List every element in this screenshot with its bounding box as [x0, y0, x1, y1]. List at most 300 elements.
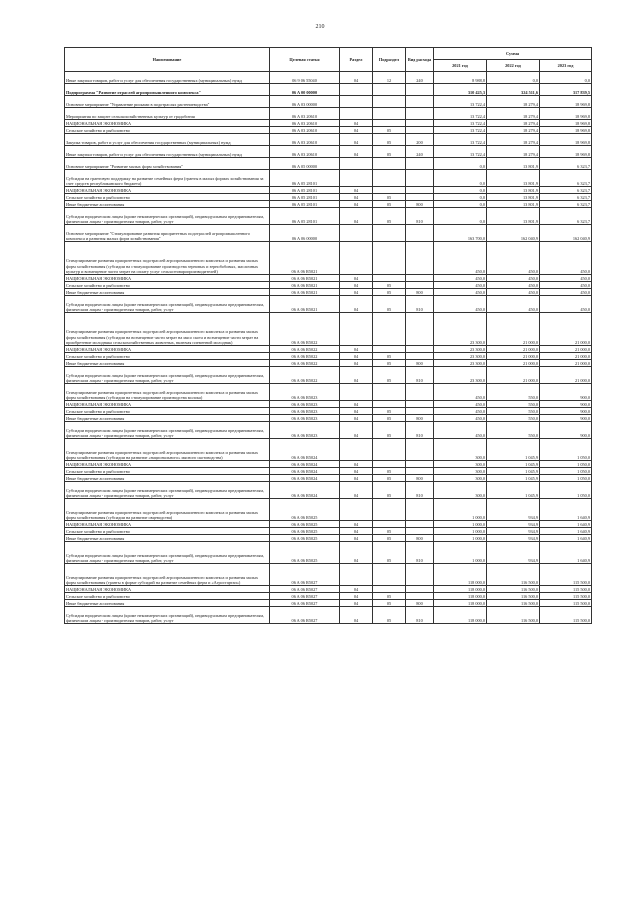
row-section: 04: [340, 600, 373, 607]
row-name: НАЦИОНАЛЬНАЯ ЭКОНОМИКА: [65, 401, 270, 408]
row-subsection: 05: [373, 475, 406, 482]
row-section: [340, 84, 373, 96]
row-section: [340, 96, 373, 108]
row-2022: 550,0: [487, 422, 540, 439]
row-target: 06 A 05 28101: [270, 194, 340, 201]
row-2022: 13 801,9: [487, 208, 540, 225]
row-2023: 1 640,9: [540, 499, 592, 521]
row-name: Иные бюджетные ассигнования: [65, 475, 270, 482]
row-subsection: 05: [373, 593, 406, 600]
row-2023: 18 969,8: [540, 134, 592, 146]
table-row: [65, 528, 592, 535]
row-subsection: [373, 401, 406, 408]
table-row: [65, 422, 592, 439]
row-name: НАЦИОНАЛЬНАЯ ЭКОНОМИКА: [65, 586, 270, 593]
row-2023: 115 500,0: [540, 607, 592, 624]
row-2023: 18 969,8: [540, 108, 592, 120]
row-name: Иные закупки товаров, работ и услуг для обеспечения государственных (муниципальных) нужд: [65, 146, 270, 158]
table-row: [65, 346, 592, 353]
row-subsection: 05: [373, 289, 406, 296]
row-subsection: 05: [373, 134, 406, 146]
row-section: 04: [340, 521, 373, 528]
row-2022: 550,0: [487, 384, 540, 401]
row-subsection: [373, 120, 406, 127]
row-target: 06 A 06 R5025: [270, 535, 340, 542]
table-row: [65, 415, 592, 422]
row-2022: 21 000,0: [487, 367, 540, 384]
row-2022: 18 279,4: [487, 134, 540, 146]
table-row: [65, 482, 592, 499]
row-target: 06 A 05 28101: [270, 187, 340, 194]
row-expense-type: [406, 521, 434, 528]
row-expense-type: [406, 84, 434, 96]
header-section: Раздел: [340, 48, 373, 72]
row-target: 06 A 06 R5025: [270, 542, 340, 564]
row-name: Субсидии юридическим лицам (кроме некоммерческих организаций), индивидуальным предпринимателям, физическим лицам - производителям товаров, работ, услуг: [65, 607, 270, 624]
table-row: [65, 535, 592, 542]
row-section: [340, 170, 373, 187]
row-subsection: 05: [373, 127, 406, 134]
row-2023: 21 000,0: [540, 313, 592, 346]
table-row: [65, 353, 592, 360]
row-section: 04: [340, 542, 373, 564]
row-2021: 300,0: [434, 468, 487, 475]
row-name: Сельское хозяйство и рыболовство: [65, 468, 270, 475]
row-target: 06 A 06 R5025: [270, 528, 340, 535]
row-section: 04: [340, 422, 373, 439]
row-section: 04: [340, 607, 373, 624]
row-section: [340, 499, 373, 521]
table-row: [65, 475, 592, 482]
row-2022: 550,0: [487, 415, 540, 422]
row-2021: 13 722,4: [434, 120, 487, 127]
row-expense-type: [406, 439, 434, 461]
row-2021: 450,0: [434, 296, 487, 313]
row-2021: 450,0: [434, 401, 487, 408]
row-2023: 115 500,0: [540, 600, 592, 607]
row-target: 06 A 05 28101: [270, 208, 340, 225]
row-expense-type: 800: [406, 289, 434, 296]
row-2023: 162 040,9: [540, 225, 592, 242]
row-section: 04: [340, 408, 373, 415]
row-target: 06 A 03 20610: [270, 108, 340, 120]
row-target: 06 A 06 R5024: [270, 439, 340, 461]
header-target: Целевая статья: [270, 48, 340, 72]
row-2022: 21 000,0: [487, 346, 540, 353]
row-section: [340, 439, 373, 461]
row-2023: 0,0: [540, 72, 592, 84]
row-name: Мероприятия по защите сельскохозяйственных культур от градобития: [65, 108, 270, 120]
table-row: [65, 499, 592, 521]
row-2021: 1 000,0: [434, 521, 487, 528]
row-subsection: [373, 439, 406, 461]
table-row: [65, 187, 592, 194]
row-2023: 900,0: [540, 415, 592, 422]
row-2022: 116 500,0: [487, 600, 540, 607]
row-target: 06 A 06 R5022: [270, 360, 340, 367]
row-target: 06 A 05 28101: [270, 201, 340, 208]
table-row: [65, 134, 592, 146]
row-subsection: [373, 170, 406, 187]
row-section: [340, 564, 373, 586]
row-section: 04: [340, 201, 373, 208]
row-expense-type: [406, 170, 434, 187]
row-section: 04: [340, 146, 373, 158]
row-target: 06 A 06 R5022: [270, 367, 340, 384]
row-name: Основное мероприятие "Стимулирование развития приоритетных подотраслей агропромышленного комплекса и развития малых форм хозяйствования": [65, 225, 270, 242]
row-section: [340, 225, 373, 242]
row-2023: 450,0: [540, 275, 592, 282]
row-2021: 450,0: [434, 289, 487, 296]
row-2023: 1 640,9: [540, 528, 592, 535]
row-target: 06 A 06 R5021: [270, 275, 340, 282]
row-subsection: 05: [373, 482, 406, 499]
row-section: 04: [340, 275, 373, 282]
row-subsection: [373, 225, 406, 242]
row-name: Субсидии юридическим лицам (кроме некоммерческих организаций), индивидуальным предпринимателям, физическим лицам - производителям товаров, работ, услуг: [65, 482, 270, 499]
row-subsection: 05: [373, 535, 406, 542]
row-subsection: [373, 564, 406, 586]
row-target: 06 A 06 R5027: [270, 600, 340, 607]
row-target: 06 A 06 R5024: [270, 475, 340, 482]
row-2021: 118 000,0: [434, 593, 487, 600]
row-target: 06 A 05 28101: [270, 170, 340, 187]
row-subsection: 05: [373, 528, 406, 535]
row-section: 04: [340, 353, 373, 360]
table-row: [65, 170, 592, 187]
row-2022: 450,0: [487, 282, 540, 289]
row-name: Стимулирование развития приоритетных подотраслей агропромышленного комплекса и развития малых форм хозяйствования (гранты в форме субсидий на развитие семейных ферм и «Агростартап»): [65, 564, 270, 586]
table-row: [65, 408, 592, 415]
row-section: 04: [340, 401, 373, 408]
table-row: [65, 96, 592, 108]
row-section: 04: [340, 482, 373, 499]
row-2021: 13 722,4: [434, 146, 487, 158]
row-expense-type: 240: [406, 72, 434, 84]
row-2021: 0,0: [434, 194, 487, 201]
row-2022: 1 045,9: [487, 461, 540, 468]
row-2021: 300,0: [434, 475, 487, 482]
row-expense-type: [406, 586, 434, 593]
row-section: [340, 242, 373, 275]
row-subsection: [373, 96, 406, 108]
row-name: Стимулирование развития приоритетных подотраслей агропромышленного комплекса и развития малых форм хозяйствования (субсидии на стимулирование производства молока): [65, 384, 270, 401]
header-name: Наименование: [65, 48, 270, 72]
row-2022: 324 511,6: [487, 84, 540, 96]
table-row: [65, 468, 592, 475]
table-row: [65, 127, 592, 134]
row-target: 06 A 03 20610: [270, 127, 340, 134]
row-expense-type: [406, 499, 434, 521]
table-row: [65, 593, 592, 600]
row-2021: 310 425,3: [434, 84, 487, 96]
row-2023: 115 500,0: [540, 586, 592, 593]
row-target: 06 A 03 20610: [270, 134, 340, 146]
row-subsection: [373, 384, 406, 401]
row-subsection: 05: [373, 282, 406, 289]
row-expense-type: 240: [406, 146, 434, 158]
row-expense-type: [406, 282, 434, 289]
row-2022: 0,0: [487, 72, 540, 84]
header-sum: Сумма: [434, 48, 592, 60]
row-2023: 1 640,9: [540, 535, 592, 542]
row-2023: 1 050,0: [540, 439, 592, 461]
row-2023: 6 323,7: [540, 194, 592, 201]
row-2021: 118 000,0: [434, 600, 487, 607]
table-row: [65, 242, 592, 275]
row-2021: 8 988,8: [434, 72, 487, 84]
row-section: 04: [340, 475, 373, 482]
budget-table: [64, 47, 592, 624]
row-2022: 116 500,0: [487, 593, 540, 600]
row-target: 06 A 06 R5021: [270, 289, 340, 296]
row-name: НАЦИОНАЛЬНАЯ ЭКОНОМИКА: [65, 275, 270, 282]
row-section: [340, 384, 373, 401]
row-2021: 450,0: [434, 408, 487, 415]
row-section: 04: [340, 586, 373, 593]
row-2023: 6 323,7: [540, 170, 592, 187]
row-2023: 317 839,5: [540, 84, 592, 96]
row-section: 04: [340, 296, 373, 313]
row-2021: 23 300,0: [434, 353, 487, 360]
row-name: Иные бюджетные ассигнования: [65, 289, 270, 296]
table-row: [65, 289, 592, 296]
row-expense-type: [406, 468, 434, 475]
row-section: 04: [340, 127, 373, 134]
row-2023: 21 000,0: [540, 360, 592, 367]
row-expense-type: 810: [406, 208, 434, 225]
row-expense-type: [406, 346, 434, 353]
row-2023: 1 050,0: [540, 475, 592, 482]
table-row: [65, 225, 592, 242]
row-name: Стимулирование развития приоритетных подотраслей агропромышленного комплекса и развития малых форм хозяйствования (субсидии на возмещение части затрат на мясо скота и возмещение части затрат на приобретение молодняка сельскохозяйственных животных, включая племенной молодняк): [65, 313, 270, 346]
row-2023: 1 640,9: [540, 521, 592, 528]
row-target: 06 A 06 R5023: [270, 384, 340, 401]
row-2021: 0,0: [434, 201, 487, 208]
row-2021: 23 300,0: [434, 360, 487, 367]
row-target: 06 9 06 55040: [270, 72, 340, 84]
row-subsection: 05: [373, 422, 406, 439]
row-2023: 1 050,0: [540, 468, 592, 475]
row-2021: 13 722,4: [434, 134, 487, 146]
row-subsection: 05: [373, 367, 406, 384]
row-target: 06 A 06 R5023: [270, 422, 340, 439]
row-2023: 1 050,0: [540, 461, 592, 468]
header-expense-type: Вид расхода: [406, 48, 434, 72]
table-row: [65, 194, 592, 201]
row-subsection: 05: [373, 360, 406, 367]
row-subsection: [373, 461, 406, 468]
header-2021: 2021 год: [434, 60, 487, 72]
table-row: [65, 282, 592, 289]
row-subsection: 05: [373, 468, 406, 475]
row-expense-type: [406, 313, 434, 346]
row-expense-type: 810: [406, 607, 434, 624]
row-subsection: 05: [373, 600, 406, 607]
row-2022: 1 045,9: [487, 482, 540, 499]
row-2021: 118 000,0: [434, 586, 487, 593]
row-name: Основное мероприятие "Развитие малых форм хозяйствования": [65, 158, 270, 170]
row-section: 04: [340, 187, 373, 194]
row-2023: 21 000,0: [540, 367, 592, 384]
row-target: 06 A 06 R5025: [270, 521, 340, 528]
row-section: [340, 108, 373, 120]
table-row: [65, 461, 592, 468]
table-row: [65, 296, 592, 313]
row-target: 06 A 06 R5021: [270, 282, 340, 289]
row-subsection: 05: [373, 146, 406, 158]
table-row: [65, 313, 592, 346]
row-2022: 18 279,4: [487, 146, 540, 158]
table-row: [65, 72, 592, 84]
page-number: 210: [315, 24, 325, 30]
row-2023: 450,0: [540, 289, 592, 296]
row-name: НАЦИОНАЛЬНАЯ ЭКОНОМИКА: [65, 346, 270, 353]
row-subsection: [373, 242, 406, 275]
row-name: Стимулирование развития приоритетных подотраслей агропромышленного комплекса и развития малых форм хозяйствования (субсидии на развитие овцеводства): [65, 499, 270, 521]
row-2022: 1 045,9: [487, 475, 540, 482]
row-2021: 118 000,0: [434, 607, 487, 624]
row-2022: 116 500,0: [487, 564, 540, 586]
row-2022: 934,9: [487, 499, 540, 521]
row-expense-type: 810: [406, 367, 434, 384]
row-name: Субсидии на грантовую поддержку на развитие семейных ферм (гранты в малых формах хозяйствования за счет средств республиканского бюджета): [65, 170, 270, 187]
row-2022: 934,9: [487, 542, 540, 564]
table-row: [65, 607, 592, 624]
row-target: 06 A 06 R5025: [270, 499, 340, 521]
row-target: 06 A 03 00000: [270, 96, 340, 108]
row-2021: 450,0: [434, 422, 487, 439]
row-2021: 450,0: [434, 275, 487, 282]
row-name: Сельское хозяйство и рыболовство: [65, 282, 270, 289]
row-expense-type: [406, 461, 434, 468]
row-expense-type: [406, 96, 434, 108]
table-row: [65, 586, 592, 593]
row-expense-type: 800: [406, 360, 434, 367]
row-2022: 116 500,0: [487, 607, 540, 624]
row-2023: 900,0: [540, 401, 592, 408]
row-name: Сельское хозяйство и рыболовство: [65, 194, 270, 201]
row-name: Подпрограмма "Развитие отраслей агропромышленного комплекса": [65, 84, 270, 96]
row-expense-type: [406, 275, 434, 282]
row-section: 04: [340, 346, 373, 353]
row-2023: 18 969,8: [540, 127, 592, 134]
row-expense-type: 800: [406, 201, 434, 208]
row-2021: 1 000,0: [434, 528, 487, 535]
row-expense-type: [406, 593, 434, 600]
row-target: 06 A 00 00000: [270, 84, 340, 96]
row-expense-type: [406, 384, 434, 401]
row-name: Сельское хозяйство и рыболовство: [65, 593, 270, 600]
row-2022: 21 000,0: [487, 360, 540, 367]
row-2022: 18 279,4: [487, 127, 540, 134]
row-2021: 1 000,0: [434, 542, 487, 564]
row-expense-type: 800: [406, 475, 434, 482]
row-name: Сельское хозяйство и рыболовство: [65, 127, 270, 134]
row-name: Иные закупки товаров, работ и услуг для обеспечения государственных (муниципальных) нужд: [65, 72, 270, 84]
row-subsection: [373, 108, 406, 120]
table-row: [65, 564, 592, 586]
row-section: 04: [340, 535, 373, 542]
row-2023: 21 000,0: [540, 346, 592, 353]
row-2022: 1 045,9: [487, 468, 540, 475]
row-section: 04: [340, 208, 373, 225]
row-2022: 1 045,9: [487, 439, 540, 461]
row-subsection: [373, 84, 406, 96]
row-target: 06 A 06 R5027: [270, 586, 340, 593]
row-subsection: 05: [373, 208, 406, 225]
table-row: [65, 108, 592, 120]
table-row: [65, 84, 592, 96]
header-subsection: Подраздел: [373, 48, 406, 72]
row-section: [340, 158, 373, 170]
row-target: 06 A 06 R5023: [270, 408, 340, 415]
row-name: Стимулирование развития приоритетных подотраслей агропромышленного комплекса и развития малых форм хозяйствования (субсидии на стимулирование производства зерновых и зернобобовых, масличных культур и возмещение части затрат на оплату услуг сельхозтоваропроизводителей): [65, 242, 270, 275]
row-expense-type: 810: [406, 422, 434, 439]
row-expense-type: [406, 408, 434, 415]
row-2023: 115 500,0: [540, 593, 592, 600]
row-section: 04: [340, 593, 373, 600]
row-name: Основное мероприятие "Управление рисками в подотраслях растениеводства": [65, 96, 270, 108]
row-expense-type: [406, 242, 434, 275]
row-2023: 900,0: [540, 408, 592, 415]
row-target: 06 A 06 R5027: [270, 564, 340, 586]
row-2021: 450,0: [434, 384, 487, 401]
row-section: 04: [340, 360, 373, 367]
row-2023: 18 969,8: [540, 120, 592, 127]
row-target: 06 A 06 R5023: [270, 401, 340, 408]
row-2022: 450,0: [487, 242, 540, 275]
row-name: Сельское хозяйство и рыболовство: [65, 353, 270, 360]
row-subsection: 05: [373, 194, 406, 201]
row-name: НАЦИОНАЛЬНАЯ ЭКОНОМИКА: [65, 120, 270, 127]
row-2021: 163 700,0: [434, 225, 487, 242]
row-subsection: 05: [373, 542, 406, 564]
row-2022: 18 279,4: [487, 120, 540, 127]
row-expense-type: [406, 120, 434, 127]
row-2022: 13 801,9: [487, 187, 540, 194]
row-expense-type: 800: [406, 415, 434, 422]
row-target: 06 A 06 00000: [270, 225, 340, 242]
row-expense-type: [406, 108, 434, 120]
row-target: 06 A 06 R5021: [270, 296, 340, 313]
row-expense-type: 810: [406, 482, 434, 499]
row-target: 06 A 06 R5024: [270, 482, 340, 499]
row-2022: 450,0: [487, 289, 540, 296]
header-2023: 2023 год: [540, 60, 592, 72]
row-subsection: 05: [373, 353, 406, 360]
row-name: Субсидии юридическим лицам (кроме некоммерческих организаций), индивидуальным предпринимателям, физическим лицам - производителям товаров, работ, услуг: [65, 296, 270, 313]
row-2022: 162 040,9: [487, 225, 540, 242]
table-row: [65, 600, 592, 607]
row-name: Иные бюджетные ассигнования: [65, 201, 270, 208]
row-2022: 21 000,0: [487, 313, 540, 346]
row-2021: 1 000,0: [434, 535, 487, 542]
row-2021: 450,0: [434, 282, 487, 289]
table-row: [65, 146, 592, 158]
row-2021: 450,0: [434, 242, 487, 275]
row-target: 06 A 03 20610: [270, 146, 340, 158]
row-2023: 900,0: [540, 422, 592, 439]
table-row: [65, 384, 592, 401]
row-expense-type: [406, 225, 434, 242]
row-2023: 115 500,0: [540, 564, 592, 586]
row-name: Сельское хозяйство и рыболовство: [65, 528, 270, 535]
row-2023: 18 969,8: [540, 146, 592, 158]
row-expense-type: 810: [406, 542, 434, 564]
row-2022: 13 801,9: [487, 201, 540, 208]
row-subsection: 05: [373, 607, 406, 624]
